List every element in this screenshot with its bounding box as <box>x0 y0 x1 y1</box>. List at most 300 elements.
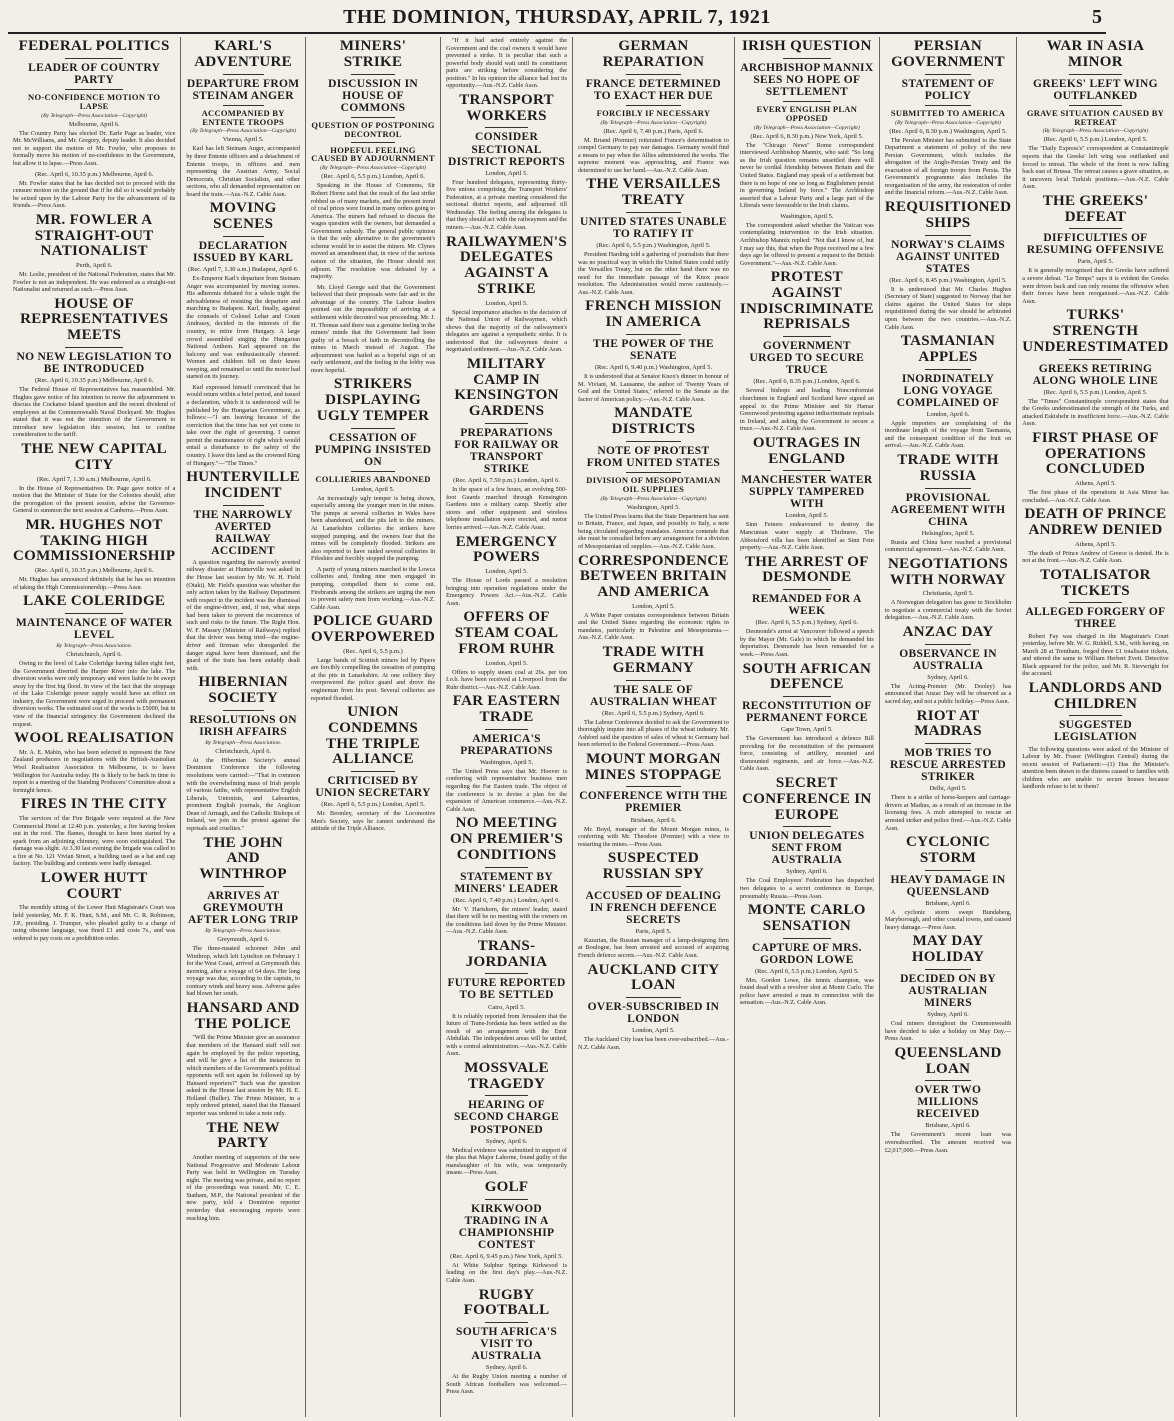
article-body: A party of young miners marched to the Lowca collieries and, finding nine men engaged in pumping, compelled them to come out. Firebrands among the strikers are urging the men to prevent safety men from working.—Aus.-N.Z. Cable Assn. <box>310 565 436 611</box>
headline: EMERGENCY POWERS <box>455 533 558 566</box>
dateline: London, April 5. <box>632 1027 675 1035</box>
article-body: Mr. Hughes has announced definitely that he has no intention of taking the High Commissionership.—Press Assn. <box>13 576 176 591</box>
article-body: The "Chicago News" Rome correspondent interviewed Archbishop Mannix, who said: "So long as the Irish question remains unsettled there will never be cordial friendship between Britain and the United States. England may speak of a settlement but there is no hope of one so long as Englishmen persist in governing Ireland by force." The Archbishop asserted that a Labour Party and a large part of the Liberals were favourable to the Irish claims. <box>739 141 874 210</box>
column-1 <box>8 37 181 1417</box>
dateline: Brisbane, April 6. <box>925 1122 971 1130</box>
article <box>885 709 1011 833</box>
dateline: London, April 5. <box>351 485 395 493</box>
headline-divider <box>783 938 831 939</box>
headline-divider <box>626 786 680 787</box>
headline: MINERS' STRIKE <box>339 38 407 70</box>
headline-divider <box>626 680 680 681</box>
article <box>740 270 874 433</box>
dateline: Christchurch, April 6. <box>215 747 272 755</box>
subheadline: FUTURE REPORTED TO BE SETTLED <box>447 977 566 1002</box>
article <box>446 1180 567 1285</box>
headline-divider <box>925 105 971 106</box>
article-body: It is understood that at Senator Knox's dinner in honour of M. Viviani, M. Lausanne, the author of 'Twenty Years of God and the United States,' referred to the Senate as the factor of American policy.—Aus.-N.Z. Cable Assn. <box>577 372 729 403</box>
subheadline: CONSIDER SECTIONAL DISTRICT REPORTS <box>448 131 566 168</box>
headline-divider <box>1069 602 1122 603</box>
article-body: A Norwegian delegation has gone to Stockholm to negotiate a commercial treaty with the Soviet delegation.—Aus.-N.Z. Cable Assn. <box>884 599 1012 622</box>
headline: HANSARD AND THE POLICE <box>186 999 300 1032</box>
article <box>578 406 729 550</box>
dateline: (Rec. April 6, 8.45 p.m.) Washington, April 5. <box>889 276 1007 284</box>
subheadline: HEAVY DAMAGE IN QUEENSLAND <box>890 873 1006 898</box>
article <box>186 1121 300 1223</box>
headline-divider <box>485 1322 529 1323</box>
headline: HOUSE OF REPRESENTATIVES MEETS <box>20 295 169 344</box>
headline: MAY DAY HOLIDAY <box>911 933 985 966</box>
article <box>13 213 175 294</box>
headline-divider <box>1069 715 1122 716</box>
headline: TRADE WITH GERMANY <box>602 644 705 676</box>
byline: (By Telegraph—Press Association—Copyright) <box>600 119 707 126</box>
headline: THE NEW PARTY <box>206 1119 280 1152</box>
byline: (By Telegraph—Press Association—Copyright) <box>190 128 297 135</box>
column-4 <box>441 37 573 1417</box>
subheadline: INORDINATELY LONG VOYAGE COMPLAINED OF <box>896 372 1000 409</box>
subheadline: THE POWER OF THE SENATE <box>593 337 714 362</box>
dateline: (Rec. April 6, 5.5 p.m.) Washington, April 5. <box>596 241 711 249</box>
column-6 <box>735 37 880 1417</box>
article <box>186 39 300 198</box>
subheadline: ALLEGED FORGERY OF THREE <box>1025 606 1166 631</box>
headline: TRANSPORT WORKERS <box>459 91 554 124</box>
article-body: Russia and China have reached a provisional commercial agreement.—Aus.-N.Z. Cable Assn. <box>884 538 1012 554</box>
headline-divider <box>925 235 971 236</box>
dateline: (Rec. April 6, 8.35 p.m.) London, April 6. <box>753 378 861 386</box>
headline: MR. HUGHES NOT TAKING HIGH COMMISSIONERSHIP <box>13 516 176 565</box>
article <box>186 675 300 832</box>
dateline: London, April 5. <box>485 169 528 177</box>
article <box>446 535 567 608</box>
article-body: Robert Fay was charged in the Magistrate's Court yesterday, before Mr. W. G. Riddell, S.M., with having, on March 28 at Trentham, forged three £1 totalisator tickets, and uttered the same to William Herbert Evett. Detective Black appeared for the police, and Mr. R. Sievwright for the accused. <box>1022 632 1169 678</box>
dateline: London, April 5. <box>485 568 528 576</box>
headline-divider <box>783 101 831 102</box>
headline-divider <box>626 472 680 473</box>
headline: DEATH OF PRINCE ANDREW DENIED <box>1024 506 1167 539</box>
subheadline: KIRKWOOD TRADING IN A CHAMPIONSHIP CONTEST <box>458 1202 555 1251</box>
dateline: Washington, April 5. <box>626 503 680 511</box>
dateline: Vienna, April 5. <box>222 136 264 144</box>
article <box>446 694 567 813</box>
subheadline: OVER-SUBSCRIBED IN LONDON <box>587 1001 720 1026</box>
article-body: "If it had acted entirely against the Government and the coal owners it would have prevented a strike. It is peculiar that such a powerful body should wait until its constituent parts are striking before considering the position." In his opinion the alliance had lost its opportunity.—Aus.-N.Z. Cable Assn. <box>446 37 567 90</box>
headline: UNION CONDEMNS THE TRIPLE ALLIANCE <box>326 704 421 768</box>
subheadline: ARRIVES AT GREYMOUTH AFTER LONG TRIP <box>187 889 299 926</box>
article-body: Mr. Boyd, manager of the Mount Morgan mines, is conferring with Mr. Theodore (Premier) with a view to restarting the mines.—Press Assn. <box>577 825 729 848</box>
article-body: Medical evidence was submitted in support of the plea that Major Lahorne, found guilty of the manslaughter of his wife, was temporarily insane.—Press Assn. <box>446 1146 567 1177</box>
subheadline: REMANDED FOR A WEEK <box>752 593 862 618</box>
article <box>13 871 175 942</box>
dateline: London, April 5. <box>785 512 829 520</box>
headline: FIRES IN THE CITY <box>21 796 168 813</box>
subheadline: RESOLUTIONS ON IRISH AFFAIRS <box>189 713 297 738</box>
article <box>578 963 729 1052</box>
article <box>446 37 567 90</box>
subheadline: NOTE OF PROTEST FROM UNITED STATES <box>586 444 721 469</box>
headline: MR. FOWLER A STRAIGHT-OUT NATIONALIST <box>34 211 154 260</box>
article-body: Mrs. Gordon Lowe, the tennis champion, was found dead with a revolver shot at Monte Carlo. The police have arrested a man in connection with the sensation.—Aus.-N.Z. Cable Assn. <box>739 976 874 1007</box>
headline: THE GREEKS' DEFEAT <box>1042 192 1149 225</box>
subheadline: PREPARATIONS FOR RAILWAY OR TRANSPORT STRIKE <box>454 426 559 476</box>
headline-divider <box>925 488 971 489</box>
article-body: The House of Lords passed a resolution bringing into operation regulations under the Emergency Powers Act.—Aus.-N.Z. Cable Assn. <box>446 577 567 607</box>
headline-divider <box>485 423 529 424</box>
subheadline: OBSERVANCE IN AUSTRALIA <box>899 647 997 672</box>
article-body: An increasingly ugly temper is being shown, especially among the younger men in the mines. The pumps at several collieries in Wales have been abandoned, and the pits left to the miners. At Lanarkshire collieries the strikers have stopped pumping, and the owners fear that the mines will be completely flooded. Strikers are also reported to have raided several collieries in Fifeshire and forcibly stopped the pumping. <box>310 494 436 563</box>
headline-divider <box>783 336 831 337</box>
subheadline: DECLARATION ISSUED BY KARL <box>193 239 294 264</box>
headline-divider <box>626 334 680 335</box>
subheadline: DIFFICULTIES OF RESUMING OFFENSIVE <box>1026 232 1165 257</box>
subheadline: RECONSTITUTION OF PERMANENT FORCE <box>742 700 872 725</box>
headline-divider <box>1069 74 1122 75</box>
article <box>885 334 1011 450</box>
headline-divider <box>925 369 971 370</box>
headline-divider <box>485 973 529 974</box>
headline: RUGBY FOOTBALL <box>463 1286 550 1319</box>
headline-divider <box>485 1095 529 1096</box>
headline: ANZAC DAY <box>902 624 994 641</box>
column-8 <box>1017 37 1173 1417</box>
article <box>13 731 175 794</box>
subheadline: MANCHESTER WATER SUPPLY TAMPERED WITH <box>741 474 873 511</box>
headline: RAILWAYMEN'S DELEGATES AGAINST A STRIKE <box>446 233 567 297</box>
article <box>1022 431 1168 504</box>
dateline: (Rec. April 7, 1.30 a.m.) Melbourne, April 6. <box>36 475 152 483</box>
headline: GOLF <box>484 1178 529 1195</box>
headline: THE ARREST OF DESMONDE <box>745 553 869 586</box>
headline-divider <box>351 142 396 143</box>
article <box>186 201 300 381</box>
page-number: 5 <box>1092 6 1102 28</box>
subheadline: ARCHBISHOP MANNIX SEES NO HOPE OF SETTLEMENT <box>740 61 874 98</box>
article <box>13 297 175 439</box>
byline: By Telegraph—Press Association. <box>205 739 282 746</box>
headline-divider <box>783 696 831 697</box>
subheadline: DIVISION OF MESOPOTAMIAN OIL SUPPLIES <box>586 474 721 494</box>
article-body: It is reliably reported from Jerusalem that the future of Trans-Jordania has been settled as the result of an arrangement with the Emir Abdullah. The independent areas will be united, with a central administration.—Aus.-N.Z. Cable Assn. <box>446 1012 567 1058</box>
headline-divider <box>1069 228 1122 229</box>
subheadline: SOUTH AFRICA'S VISIT TO AUSTRALIA <box>456 1326 558 1363</box>
headline: MANDATE DISTRICTS <box>611 405 696 437</box>
article <box>740 555 874 659</box>
byline: (By Telegraph—Press Association—Copyright) <box>1042 128 1149 135</box>
article-body: Kazarian, the Russian manager of a lamp-designing firm at Boulogne, has been arrested and accused of acquiring French defence secrets.—Aus.-N.Z. Cable Assn. <box>577 936 729 960</box>
headline: GERMAN REPARATION <box>602 38 705 70</box>
article-body: The Labour Conference decided to ask the Government to thoroughly inquire into all phases of the wheat industry. Mr. Ashford said the question of sales of wheat to Germany had been referred to the Federal Government.—Press Assn. <box>577 718 729 749</box>
headline: MOVING SCENES <box>209 200 277 233</box>
headline: LANDLORDS AND CHILDREN <box>1028 679 1163 712</box>
headline: TOTALISATOR TICKETS <box>1040 566 1151 599</box>
dateline: London, April 5. <box>632 602 675 610</box>
dateline: Washington, April 5. <box>780 212 834 220</box>
article <box>311 566 435 611</box>
headline-divider <box>783 58 831 59</box>
byline: (By Telegraph—Press Association—Copyright) <box>600 495 707 502</box>
dateline: Perth, April 6. <box>76 262 113 270</box>
article <box>311 39 435 281</box>
article-body: Another meeting of supporters of the new National Progressive and Moderate Labour Party was held in Wellington on Tuesday night. The meeting was private, and no report of the proceedings was issued. Mr. C. E. Statham, M.P., the National president of the new party, told a Dominion reporter yesterday that encouraging reports were reaching him. <box>186 1154 300 1222</box>
headline: MILITARY CAMP IN KENSINGTON GARDENS <box>454 355 559 420</box>
headline-divider <box>925 969 971 970</box>
dateline: (Rec. April 6, 5.5 p.m.) London, April 5. <box>755 967 859 975</box>
article-body: Mr. Fowler states that he has decided not to proceed with the censure motion on the ground that if he did so it would probably be seized upon by the Labour Party for the advancement of its friends.—Press Assn. <box>13 179 176 210</box>
headline: MONTE CARLO SENSATION <box>747 902 866 934</box>
article-body: The services of the Fire Brigade were required at the New Commercial Hotel at 12.40 p.m. yesterday, a fire having broken out in the roof. The flames, thought to have been started by a spark from an adjoining chimney, were soon extinguished. The damage was slight. At 3.30 last evening the brigade was called to a fire at No. 121 Vivian Street, a building used as a hat and cap factory. The building and contents were badly damaged. <box>13 814 176 868</box>
headline: CORRESPONDENCE BETWEEN BRITAIN AND AMERICA <box>577 552 729 601</box>
subheadline: ACCOMPANIED BY ENTENTE TROOPS <box>201 107 285 127</box>
headline: FAR EASTERN TRADE <box>452 693 561 725</box>
headline-divider <box>783 589 831 590</box>
article <box>885 625 1011 706</box>
dateline: (Rec. April 6, 7.40 p.m.) Paris, April 6. <box>603 127 704 135</box>
article <box>13 171 175 210</box>
article-body: The Acting-Premier (Mr. Dooley) has announced that Anzac Day will be observed as a sacred day, and not a public holiday.—Press Assn. <box>884 682 1012 706</box>
article-body: The correspondent asked whether the Vatican was contemplating intervention in the Irish situation. Archbishop Mannix replied: "Not that I know of, but I may say this, that when the Pope received me a few days ago he offered to present a request to the British Government."—Aus.-N.Z. Cable Assn. <box>739 221 874 267</box>
subheadline: GREEKS RETIRING ALONG WHOLE LINE <box>1032 362 1159 387</box>
article <box>446 816 567 936</box>
dateline: (Rec. April 6, 5.5 p.m.) London, April 5. <box>1043 136 1148 144</box>
dateline: Sydney, April 6. <box>927 673 969 681</box>
article <box>186 1001 300 1118</box>
headline-divider <box>351 117 396 118</box>
dateline: (Rec. April 6, 5.5 p.m.) London, April 6. <box>321 173 425 181</box>
article <box>446 1061 567 1177</box>
headline-divider <box>626 441 680 442</box>
headline-divider <box>223 236 264 237</box>
article-body: President Harding told a gathering of journalists that there was no practical way in which the United States could ratify the Versailles Treaty, but on the other hand there was no need for the immediate passage of the Knox peace resolution. The Administration would move cautiously.—Aus.-N.Z. Cable Assn. <box>577 250 729 296</box>
article-body: At the Hibernian Society's annual Dominion Conference the following resolutions were carried:—"That in common with the overwhelming mass of Irish people of various faiths, with representative English Liberals, Unionists, and Labourites, prominent English journals, the Anglican Dean of Armagh, and the Catholic Bishops of Ireland, we join in the protest against the reprisals and cruelties." <box>186 756 300 832</box>
headline-divider <box>626 997 680 998</box>
headline: CYCLONIC STORM <box>905 834 991 866</box>
headline-divider <box>65 347 123 348</box>
byline: (By Telegraph—Press Association—Copyright) <box>895 119 1001 126</box>
subheadline: HOPEFUL FEELING CAUSED BY ADJOURNMENT <box>311 144 435 164</box>
article-body: Mr. Lloyd George said that the Government believed that their proposals were fair and to the advantage of the country. The Labour leaders pointed out the impossibility of arriving at a settlement while decontrol was proceeding. Mr. J. H. Thomas said there was a genuine feeling in the miners' minds that the Government had been guilty of a breach of faith in decontrolling the mines in March instead of August. The adjournment was hailed as a hopeful sign of an early settlement, and the feeling in the lobby was more hopeful. <box>310 283 436 374</box>
article <box>885 835 1011 931</box>
article-body: It is understood that Mr. Charles Hughes (Secretary of State) suggested to Norway that her claims against the United States for ships requisitioned during the war should be arbitrated upon between the two countries.—Aus.-N.Z. Cable Assn. <box>884 285 1012 331</box>
dateline: (Rec. April 6, 5.5 p.m.) Sydney, April 6. <box>755 619 859 627</box>
subheadline: DEPARTURE FROM STEINAM ANGER <box>186 77 300 102</box>
subheadline: CESSATION OF PUMPING INSISTED ON <box>314 431 432 468</box>
article <box>311 614 435 702</box>
headline: NEGOTIATIONS WITH NORWAY <box>888 555 1009 588</box>
article <box>446 357 567 532</box>
article <box>740 776 874 900</box>
subheadline: QUESTION OF POSTPONING DECONTROL <box>311 119 435 139</box>
dateline: Helsingfors, April 5. <box>921 529 975 537</box>
article <box>446 610 567 691</box>
headline-divider <box>485 1199 529 1200</box>
article <box>311 705 435 833</box>
article-body: Coal miners throughout the Commonwealth have decided to take a holiday on May Day.—Press Assn. <box>884 1020 1012 1043</box>
headline-divider <box>925 743 971 744</box>
headline-divider <box>485 867 529 868</box>
article <box>578 177 729 296</box>
article-body: Mr. V. Hartshorn, the miners' leader, stated that there will be no meeting with the owners on the conditions laid down by the Prime Minister.—Aus.-N.Z. Cable Assn. <box>446 905 567 936</box>
headline: NO MEETING ON PREMIER'S CONDITIONS <box>449 815 564 863</box>
article <box>1022 681 1168 791</box>
headline-divider <box>626 886 680 887</box>
article-body: The Government's recent loan was oversubscribed. The amount received was £2,017,000.—Press Assn. <box>884 1131 1012 1154</box>
article-body: The Persian Minister has submitted to the State Department a statement of policy of the new Persian Government, which includes the abrogation of the Anglo-Persian Treaty and the evacuation of all foreign troops from Persia. The Government's programme also includes the reorganisation of the army, the restoration of order and the financial reform.—Aus.-N.Z. Cable Assn. <box>884 136 1012 197</box>
masthead <box>8 4 1106 34</box>
subheadline: GOVERNMENT URGED TO SECURE TRUCE <box>749 340 865 377</box>
article <box>186 384 300 467</box>
headline-divider <box>1069 105 1122 106</box>
article <box>1022 194 1168 305</box>
headline-divider <box>485 127 529 128</box>
dateline: Athens, April 5. <box>1075 540 1116 548</box>
headline-divider <box>783 470 831 471</box>
subheadline: NO-CONFIDENCE MOTION TO LAPSE <box>28 91 161 111</box>
article-body: "Will the Prime Minister give an assurance that members of the Hansard staff will not again be employed by the police reporting, and will he give a list of the instances in which members of the Government's political opponents will not again be followed up by Hansard reporters?" Such was the question asked in the House last session by Mr. H. E. Holland (Buller). The Prime Minister, in a reply ordered printed, stated that the Hansard reporter was ordered to take a note only. <box>186 1034 300 1118</box>
headline: MOSSVALE TRAGEDY <box>464 1059 549 1092</box>
headline: THE JOHN AND WINTHROP <box>199 834 287 883</box>
headline: HIBERNIAN SOCIETY <box>198 674 288 707</box>
dateline: Greymouth, April 6. <box>217 935 270 943</box>
article-body: The Coal Employees' Federation has dispatched two delegates to a secret conference in Europe, presumably Russia.—Press Assn. <box>739 877 874 900</box>
headline: OFFERS OF STEAM COAL FROM RUHR <box>454 609 559 657</box>
article <box>446 93 567 232</box>
article-body: The monthly sitting of the Lower Hutt Magistrate's Court was held yesterday, Mr. F. K. Hunt, S.M., and Mr. C. R. Robinson, J.P., presiding. J. Trumper, who pleaded guilty to a charge of using obscene language, was fined £1 and costs 7s., and was ordered to pay costs on a prohibition order. <box>13 904 176 942</box>
article <box>885 453 1011 554</box>
headline-divider <box>626 105 680 106</box>
article <box>1022 507 1168 565</box>
headline: TRANS-JORDANIA <box>465 937 548 970</box>
headline-divider <box>351 428 396 429</box>
headline: TURKS' STRENGTH UNDERESTIMATED <box>1022 307 1169 355</box>
headline-divider <box>65 613 123 614</box>
article <box>311 284 435 375</box>
article-body: Apple importers are complaining of the inordinate length of the voyage from Tasmania, and the consequent condition of the fruit on arrival.—Aus.-N.Z. Cable Assn. <box>884 419 1012 450</box>
article <box>740 436 874 552</box>
byline: (By Telegraph—Press Association—Copyright) <box>753 124 860 131</box>
dateline: Sydney, April 6. <box>927 1011 969 1019</box>
subheadline: FRANCE DETERMINED TO EXACT HER DUE <box>585 77 721 102</box>
dateline: (Rec. April 6, 9.40 p.m.) Washington, April 5. <box>594 363 713 371</box>
headline: WOOL REALISATION <box>14 730 175 747</box>
article-body: The United Press learns that the State Department has sent to Britain, France, and Japan, and possibly to Italy, a note being circulated regarding mandates. America contends that she must be consulted before any arrangement for a division of Mesopotamian oil supplies.—Aus.-N.Z. Cable Assn. <box>577 512 729 550</box>
article-body: Mr. Bromley, secretary of the Locomotive Men's Society, says he cannot understand the attitude of the Triple Alliance. <box>310 810 436 833</box>
byline: By Telegraph—Press Association. <box>56 643 133 650</box>
headline: FEDERAL POLITICS <box>18 38 170 54</box>
subheadline: ACCUSED OF DEALING IN FRENCH DEFENCE SECRETS <box>585 889 722 926</box>
headline-divider <box>925 74 971 75</box>
subheadline: COLLIERIES ABANDONED <box>315 473 431 484</box>
article <box>13 797 175 868</box>
dateline: (Rec. April 6, 5.5 p.m.) Sydney, April 6. <box>602 709 705 717</box>
subheadline: SUBMITTED TO AMERICA <box>890 107 1006 118</box>
subheadline: FORCIBLY IF NECESSARY <box>596 107 711 118</box>
dateline: Delhi, April 5. <box>929 785 967 793</box>
subheadline: GREEKS' LEFT WING OUTFLANKED <box>1033 77 1158 102</box>
headline: IRISH QUESTION <box>742 38 872 54</box>
headline: OUTRAGES IN ENGLAND <box>752 434 861 467</box>
headline-divider <box>223 505 264 506</box>
subheadline: NORWAY'S CLAIMS AGAINST UNITED STATES <box>891 238 1005 275</box>
headline: STRIKERS DISPLAYING UGLY TEMPER <box>316 376 430 424</box>
article-body: Special importance attaches to the decision of the National Union of Railwaymen, which shows that the majority of the railwaymen's delegates are against a sympathetic strike. It is understood that the railwaymen desire a negotiated settlement.—Aus.-N.Z. Cable Assn. <box>446 308 567 354</box>
headline: FRENCH MISSION IN AMERICA <box>585 298 722 331</box>
subheadline: CRITICISED BY UNION SECRETARY <box>315 775 431 800</box>
article <box>578 851 729 959</box>
subheadline: GRAVE SITUATION CAUSED BY RETREAT <box>1026 107 1165 127</box>
article-body: The "Times" Constantinople correspondent states that the Greeks underestimated the strength of the Turks, and attacked Eskishehr in insufficient force.—Aus.-N.Z. Cable Assn. <box>1022 397 1169 428</box>
article-body: The United Press says that Mr. Hoover is conferring with representative business men regarding the Far Eastern trade. The object of the conference is to devise a plan for the expansion of American commerce.—Aus.-N.Z. Cable Assn. <box>446 767 567 813</box>
headline: SUSPECTED RUSSIAN SPY <box>602 850 705 882</box>
article-body: Ex-Emperor Karl's departure from Steinam Anger was accompanied by moving scenes. His adherents debated for a whole night the advisableness of resisting the departure and marching to Budapest. Karl, finally, against the counsels of Colonel Lehar and Count Andrassy, decided in the interests of the country, to retire from Hungary. A large crowd assembled singing the Hungarian National Anthem. Karl appeared on the balcony and was enthusiastically cheered. Women and children fell on their knees weeping, and remained so until the motor had started on its journey. <box>186 275 300 381</box>
byline: (By Telegraph—Press Association—Copyright) <box>41 112 148 119</box>
article-body: Four hundred delegates, representing thirty-five unions comprising the Transport Workers' Federation, at a private meeting considered the sectional district reports, and adjourned till Wednesday. The feeling among the delegates is that they should act with the railwaymen and the miners.—Aus.-N.Z. Cable Assn. <box>446 178 567 231</box>
article-body: The "Daily Express's" correspondent at Constantinople reports that the Greeks' left wing was outflanked and forced to retreat. The whole of the front is now falling back east of Brussa. The retreat causes a grave situation, as it uncovers local Turkish positions.—Aus.-N.Z. Cable Assn. <box>1022 145 1169 191</box>
headline: AUCKLAND CITY LOAN <box>587 961 720 994</box>
article-body: Speaking in the House of Commons, Sir Robert Horne said that the result of the last strike robbed us of many markets, and the present trend of coal prices were found in many orders going to America. The miners had refused to discuss the wages question with the owners, but demanded a Government subsidy. The general public opinion is that the only alternative to the government's scheme would be to assist the miners. Mr. Clynes moved an amendment that, in view of the serious nature of the situation, the House should not adjourn. The resolution was defeated by a majority. <box>310 182 436 281</box>
article <box>446 235 567 354</box>
headline: THE NEW CAPITAL CITY <box>21 441 167 473</box>
headline: TRADE WITH RUSSIA <box>897 452 999 484</box>
headline-divider <box>65 89 123 90</box>
headline-divider <box>223 886 264 887</box>
article <box>578 299 729 403</box>
article-body: Karl expressed himself convinced that he would return within a brief period, and issued a declaration, which it is understood will be published by the Hungarian Government, as follows:—"I am leaving because of the conviction that the time has not yet come to take over the right of governing. I cannot permit the maintenance of right which would entail a disturbance to the safety of the country. I leave this land as the crowned King of Hungary."—"The Times." <box>186 383 300 467</box>
headline-divider <box>485 729 529 730</box>
article <box>13 518 175 591</box>
article-body: A White Paper contains correspondence between Britain and the United States regarding the economic rights in mandates, particularly in Palestine and Mesopotamia.—Aus.-N.Z. Cable Assn. <box>577 611 729 642</box>
article-body: Karl has left Steinam Anger, accompanied by three Entente officers and a detachment of Entente troops, in officers and men representing the Austrian Army, Social Democrats, Christian Socialists, and other sections, who all demanded representation on board the train.—Aus.-N.Z. Cable Assn. <box>186 145 300 198</box>
headline-divider <box>925 1080 971 1081</box>
headline: POLICE GUARD OVERPOWERED <box>310 613 436 645</box>
headline: PERSIAN GOVERNMENT <box>891 38 1005 70</box>
dateline: (Rec. April 6, 7.50 p.m.) London, April 6. <box>453 477 560 485</box>
headline-divider <box>351 74 396 75</box>
article-body: A question regarding the narrowly averted railway disaster at Hunterville was asked in the House last session by Mr. W. H. Field (Otaki). Mr. Field's question was whether the only action taken by the Railway Department with respect to the incident was the dismissal of the engine-driver, and, if not, what steps had been taken to prevent the recurrence of such and risks to the future. The Right Hon. W. F. Massey (Minister of Railways) replied that the driver was being tried—the engine-driver and fireman who disregarded the danger signal have been dismissed, and the guard of the train has been suitably dealt with. <box>186 558 300 672</box>
article <box>13 442 175 515</box>
subheadline: STATEMENT OF POLICY <box>901 77 995 102</box>
subheadline: MAINTENANCE OF WATER LEVEL <box>15 616 173 641</box>
headline: SOUTH AFRICAN DEFENCE <box>742 660 872 693</box>
headline: LAKE COLERIDGE <box>23 593 166 610</box>
article <box>578 752 729 848</box>
dateline: Paris, April 5. <box>635 927 672 935</box>
article-body: Mr. A. E. Mabin, who has been selected to represent the New Zealand producers in negotiations with the British-Australian Wool Realisation Association in Melbourne, is to leave Wellington for Australia today. He is likely to be back in time to report to a meeting of the Standing Producers' Committee about a fortnight hence. <box>13 748 176 794</box>
dateline: London, April 6. <box>926 410 970 418</box>
headline: FIRST PHASE OF OPERATIONS CONCLUDED <box>1032 429 1159 478</box>
byline: By Telegraph—Press Association. <box>205 927 282 934</box>
subheadline: LEADER OF COUNTRY PARTY <box>28 61 161 86</box>
dateline: (Rec. April 6, 5.5 p.m.) London, April 5. <box>1043 388 1148 396</box>
column-5 <box>573 37 735 1417</box>
subheadline: NO NEW LEGISLATION TO BE INTRODUCED <box>16 350 172 376</box>
dateline: Sydney, April 6. <box>485 1364 528 1372</box>
dateline: (Rec. April 6, 8.30 p.m.) New York, April 5. <box>750 132 864 140</box>
article <box>1022 568 1168 678</box>
article <box>885 39 1011 197</box>
article <box>885 1046 1011 1154</box>
dateline: Paris, April 5. <box>1077 258 1114 266</box>
article <box>13 39 175 168</box>
article-body: The following questions were asked of the Minister of Labour by Mr. Fraser (Wellington Central) during the recent session of Parliament:—(1) Has the Minister's attention been drawn to the distress caused to families with children who are unable to secure houses because landlords refuse to let to them? <box>1022 745 1169 791</box>
headline-divider <box>626 74 680 75</box>
headline: THE VERSAILLES TREATY <box>586 176 721 209</box>
article-body: It is generally recognised that the Greeks have suffered a severe defeat. "Le Temps" says it is evident the Greeks were driven back and can only resume the offensive when their forces have been reorganised.—Aus.-N.Z. Cable Assn. <box>1022 267 1169 305</box>
headline-divider <box>1069 359 1122 360</box>
article <box>885 934 1011 1042</box>
subheadline: CONFERENCE WITH THE PREMIER <box>579 790 728 815</box>
headline: LOWER HUTT COURT <box>40 869 148 902</box>
